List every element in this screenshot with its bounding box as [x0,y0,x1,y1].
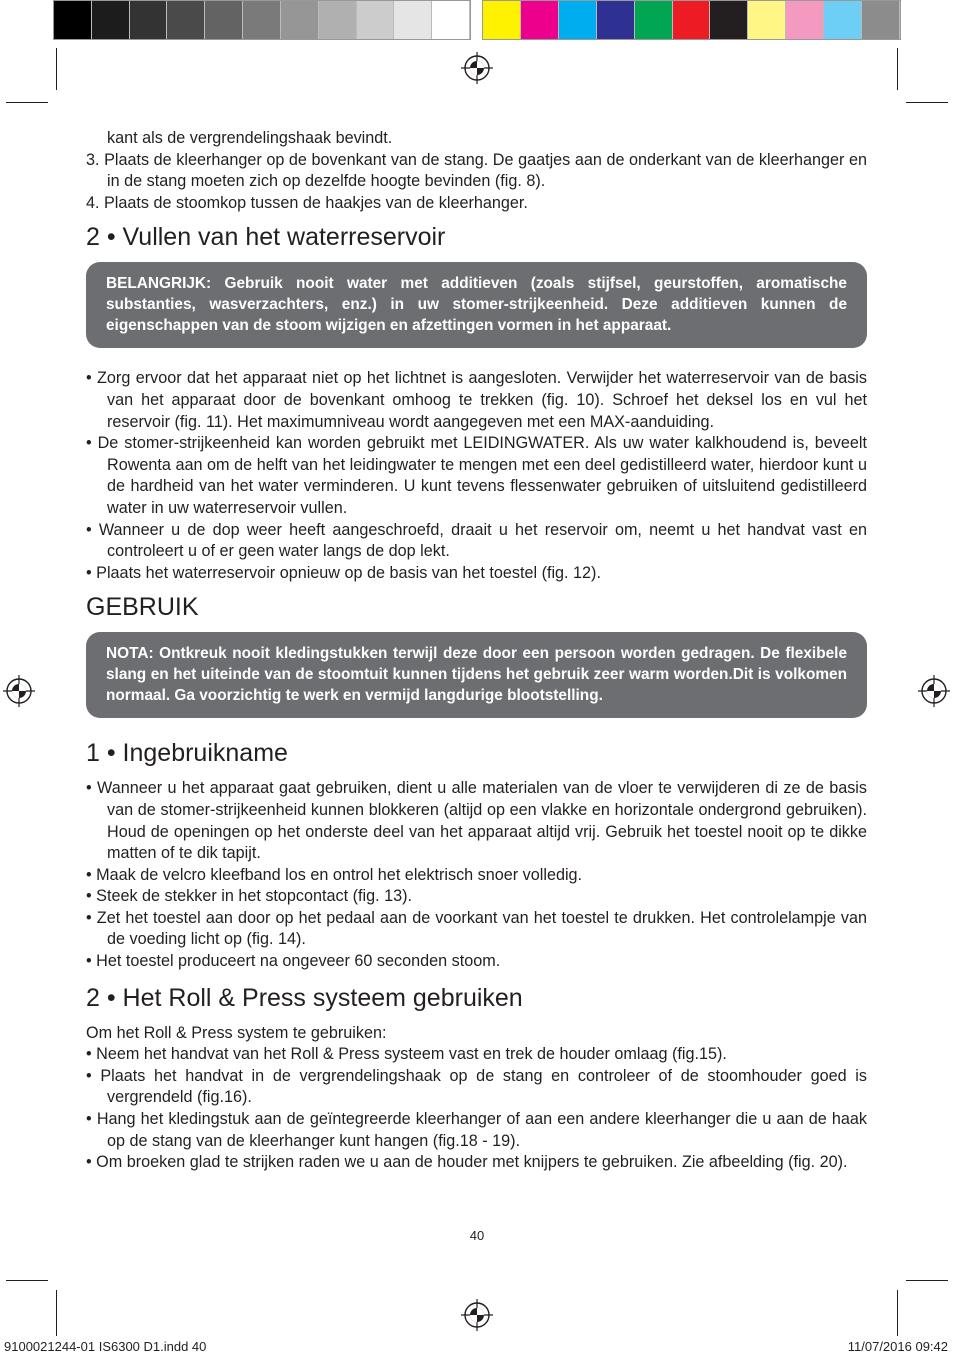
color-swatch [673,1,711,39]
color-swatch [54,1,92,39]
step-3: 3. Plaats de kleerhanger op de bovenkant van de stang. De gaatjes aan de onderkant van de kleerhanger en in de stang moeten zich op dezelfde hoogte bevinden (fig. 8). [86,150,867,191]
file-slug: 9100021244-01 IS6300 D1.indd 40 [4,1339,207,1354]
crop-mark [6,1280,48,1281]
registration-mark-icon [2,674,36,708]
registration-mark-icon [460,1298,494,1332]
grayscale-color-bar [53,0,471,40]
color-swatch [205,1,243,39]
step-4: 4. Plaats de stoomkop tussen de haakjes van de kleerhanger. [86,193,528,212]
color-swatch [521,1,559,39]
section-title-use: GEBRUIK [86,593,199,622]
page-number: 40 [469,1228,485,1243]
section-title-fill-reservoir: 2 • Vullen van het waterreservoir [86,223,446,252]
crop-mark [897,1290,898,1336]
color-swatch [432,1,470,39]
page-content [86,128,867,1174]
roll-press-intro: Om het Roll & Press system te gebruiken: [86,1023,387,1042]
color-swatch [748,1,786,39]
crop-mark [906,1280,948,1281]
section-title-roll-press: 2 • Het Roll & Press systeem gebruiken [86,983,523,1012]
color-swatch [243,1,281,39]
list-item: • Plaats het handvat in de vergrendelingshaak op de stang en controleer of de stoomhouder goed is vergrendeld (fig.16). [86,1066,867,1107]
section-title-start: 1 • Ingebruikname [86,739,288,768]
color-swatch [559,1,597,39]
color-swatch [862,1,900,39]
note-box: NOTA: Ontkreuk nooit kledingstukken terwijl deze door een persoon worden gedragen. De flexibele slang en het uiteinde van de stoomtuit kunnen tijdens het gebruik zeer warm worden.Dit is volkomen normaal. Ga voorzichtig te werk en vermijd langdurige blootstelling. [86,632,867,718]
color-swatch [357,1,395,39]
color-swatch [394,1,432,39]
list-item: • Plaats het waterreservoir opnieuw op de basis van het toestel (fig. 12). [86,563,601,582]
crop-mark [56,1290,57,1336]
list-item: • Om broeken glad te strijken raden we u aan de houder met knijpers te gebruiken. Zie afbeelding (fig. 20). [86,1153,848,1172]
list-item: • Wanneer u de dop weer heeft aangeschroefd, draait u het reservoir om, neemt u het handvat vast en controleert u of er geen water langs de dop lekt. [86,520,867,561]
color-swatch [635,1,673,39]
list-item: • Hang het kledingstuk aan de geïntegreerde kleerhanger of aan een andere kleerhanger die u aan de haak op de stang van de kleerhanger kunt hangen (fig.18 - 19). [86,1110,867,1150]
crop-mark [6,102,48,103]
registration-mark-icon [917,674,951,708]
list-item: • Het toestel produceert na ongeveer 60 seconden stoom. [86,952,501,971]
process-color-bar [482,0,901,40]
color-swatch [786,1,824,39]
date-slug: 11/07/2016 09:42 [847,1339,948,1354]
warning-box: BELANGRIJK: Gebruik nooit water met additieven (zoals stijfsel, geurstoffen, aromatische substanties, wasverzachters, enz.) in uw stomer-strijkeenheid. Deze additieven kunnen de eigenschappen van de stoom wijzigen en afzettingen vormen in het apparaat. [86,262,867,348]
color-swatch [167,1,205,39]
crop-mark [906,102,948,103]
list-item: • Steek de stekker in het stopcontact (fig. 13). [86,887,412,906]
list-item: • Maak de velcro kleefband los en ontrol het elektrisch snoer volledig. [86,865,583,884]
color-swatch [824,1,862,39]
color-swatch [281,1,319,39]
list-item: • Neem het handvat van het Roll & Press systeem vast en trek de houder omlaag (fig.15). [86,1045,727,1064]
list-item: • Wanneer u het apparaat gaat gebruiken, dient u alle materialen van de vloer te verwijderen di ze de basis van de stomer-strijkeenheid kunnen blokkeren (altijd op een vlakke en horizontale ondergrond gebruiken). Houd de openingen op het onderste deel van het apparaat altijd vrij. Gebruik het toestel nooit op te dikke matten of te dik tapijt. [86,779,867,863]
color-swatch [92,1,130,39]
crop-mark [56,48,57,90]
color-swatch [597,1,635,39]
crop-mark [897,48,898,90]
color-swatch [130,1,168,39]
paragraph-continuation: kant als de vergrendelingshaak bevindt. [107,129,393,147]
list-item: • Zet het toestel aan door op het pedaal aan de voorkant van het toestel te drukken. Het controlelampje van de voeding licht op (fig. 14). [86,908,867,949]
list-item: • Zorg ervoor dat het apparaat niet op het lichtnet is aangesloten. Verwijder het waterreservoir van de basis van het apparaat door de bovenkant omhoog te trekken (fig. 10). Schroef het deksel los en vul het reservoir (fig. 11). Het maximumniveau wordt aangegeven met een MAX-aanduiding. [86,369,867,431]
list-item: • De stomer-strijkeenheid kan worden gebruikt met LEIDINGWATER. Als uw water kalkhoudend is, beveelt Rowenta aan om de helft van het leidingwater te mengen met een deel gedistilleerd water, hierdoor kunt u de hardheid van het water verminderen. U kunt tevens flessenwater gebruiken of uitsluitend gedistilleerd water in uw waterreservoir vullen. [86,434,867,517]
color-swatch [483,1,521,39]
color-swatch [710,1,748,39]
color-swatch [319,1,357,39]
registration-mark-icon [460,51,494,85]
